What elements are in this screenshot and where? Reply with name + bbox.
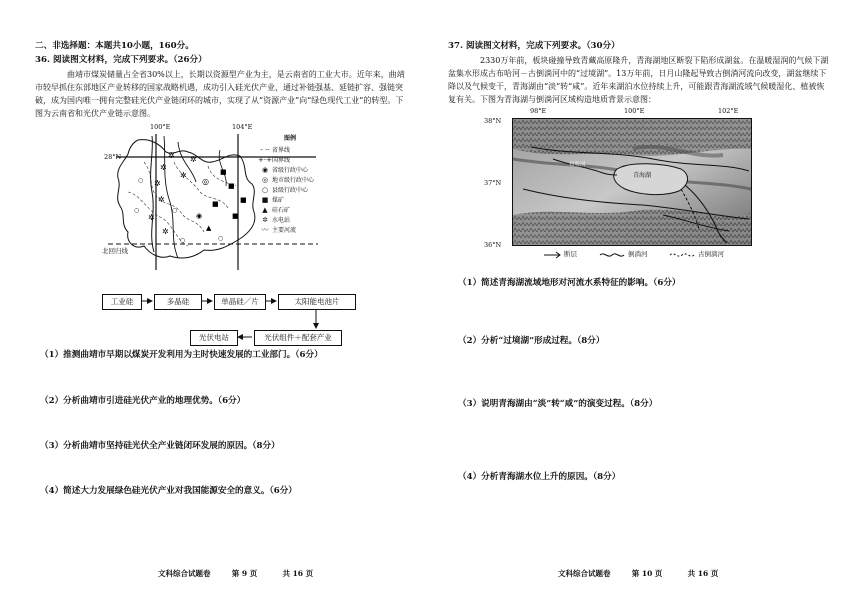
q37-sub-3: （3）说明青海湖由“淡”转“咸”的演变过程。（8分） (458, 399, 658, 409)
flow-box-pv-module: 光伏组件＋配套产业 (254, 330, 342, 346)
flow-box-monocrystal: 单晶硅／片 (214, 294, 266, 310)
qinghai-map-legend (544, 248, 764, 262)
relief-map-frame (512, 118, 752, 246)
legend-item: +·+国界线 (258, 156, 291, 164)
svg-text:✲: ✲ (168, 151, 175, 160)
svg-text:○: ○ (218, 235, 224, 242)
svg-text:■: ■ (240, 196, 247, 204)
river-label: 布哈河 (569, 162, 586, 168)
svg-text:■: ■ (232, 212, 239, 220)
lake-label: 青海湖 (633, 172, 652, 179)
legend-item: ■ 煤矿 (261, 196, 285, 204)
svg-text:■: ■ (220, 168, 227, 176)
svg-text:○: ○ (134, 207, 140, 214)
legend-symbols (544, 248, 764, 262)
q36-heading: 36. 阅读图文材料，完成下列要求。（26分） (35, 55, 207, 65)
map-lat-38: 38°N (484, 117, 502, 125)
svg-text:✲: ✲ (190, 155, 197, 164)
pv-industry-chain (96, 292, 376, 352)
section-title: 二、非选择题：本题共10小题，160分。 (35, 41, 194, 51)
q36-sub-3: （3）分析曲靖市坚持硅光伏全产业链闭环发展的原因。（8分） (40, 441, 280, 451)
svg-text:■: ■ (212, 200, 219, 208)
map-lat-28: 28°N (104, 153, 122, 161)
legend-item: ◎ 地市级行政中心 (261, 176, 315, 184)
map-legend (258, 136, 338, 246)
map-lon-98: 98°E (530, 107, 547, 115)
svg-text:▲: ▲ (206, 224, 212, 232)
legend-river: 倒淌河 (628, 250, 648, 258)
q37-sub-4: （4）分析青海湖水位上升的原因。（8分） (458, 472, 621, 482)
qinghai-map (484, 107, 770, 270)
map-lat-36: 36°N (484, 241, 502, 249)
flow-box-solar-cell: 太阳能电池片 (278, 294, 356, 310)
legend-item: ◉ 省级行政中心 (261, 166, 309, 174)
q37-paragraph: 2330万年前，板块碰撞导致青藏高原隆升，青海湖地区断裂下陷形成湖盆。在温暖湿润的气候下湖盆集水形成古布哈河－古倒淌河中的“过境湖”。13万年前，日月山隆起导致古倒淌河流向改变，湖盆继续下降以及气候变干，青海湖由“淡”转“咸”。近年来湖泊水位持续上升，可能跟青海湖流域气候暖湿化、植被恢复有关。下图为青海湖与倒淌河区域构造地质背景示意图： (448, 56, 829, 104)
flow-box-polysilicon: 多晶硅 (154, 294, 202, 310)
svg-text:✲: ✲ (154, 179, 161, 188)
flow-box-pv-station: 光伏电站 (190, 330, 238, 346)
relief-map-graphic (513, 119, 751, 245)
svg-text:✲: ✲ (162, 227, 169, 236)
footer-exam-name: 文科综合试题卷 (558, 569, 611, 578)
legend-item: 〰 主要河流 (261, 226, 297, 234)
svg-text:✲: ✲ (148, 213, 155, 222)
legend-item: ▲ 硅石矿 (262, 206, 291, 214)
q37-sub-2: （2）分析“过境湖”形成过程。（8分） (458, 336, 605, 346)
footer-total: 共 16 页 (687, 569, 719, 578)
legend-fault: 断层 (564, 250, 577, 258)
q36-sub-2: （2）分析曲靖市引进硅光伏产业的地理优势。（6分） (40, 396, 246, 406)
svg-text:✲: ✲ (158, 195, 165, 204)
q36-sub-4: （4）简述大力发展绿色硅光伏产业对我国能源安全的意义。（6分） (40, 486, 297, 496)
svg-text:✲: ✲ (160, 163, 167, 172)
q37-sub-1: （1）简述青海湖流域地形对河流水系特征的影响。（6分） (458, 278, 681, 288)
legend-item: - ·- 省界线 (260, 146, 291, 154)
svg-text:◉: ◉ (196, 212, 203, 220)
legend-title: 图例 (284, 135, 297, 142)
q36-paragraph: 曲靖市煤炭储量占全省30%以上，长期以资源型产业为主，是云南省的工业大市。近年来，曲靖市较早抓住东部地区产业转移的国家战略机遇，成功引入硅光伏产业，通过补链强基、延链扩容、强链突破，成为国内唯一拥有完整硅光伏产业链闭环的城市，实现了从“资源产业”向“绿色现代工业”的转型。下图为云南省和光伏产业链示意图。 (35, 70, 405, 118)
map-lon-100: 100°E (624, 107, 645, 115)
footer-page: 第 9 页 (231, 569, 258, 578)
svg-text:✲: ✲ (180, 171, 187, 180)
map-lon-102: 102°E (718, 107, 739, 115)
footer-page: 第 10 页 (631, 569, 663, 578)
q36-sub-1: （1）推测曲靖市早期以煤炭开发利用为主时快速发展的工业部门。（6分） (40, 350, 323, 360)
svg-text:■: ■ (228, 182, 235, 190)
flow-box-industrial-silicon: 工业硅 (102, 294, 142, 310)
left-footer (158, 568, 313, 579)
svg-text:◎: ◎ (202, 177, 209, 186)
legend-item: ✲ 水电站 (262, 216, 291, 224)
footer-total: 共 16 页 (282, 569, 314, 578)
legend-item: ○ 县级行政中心 (261, 186, 309, 194)
q37-heading: 37. 阅读图文材料，完成下列要求。（30分） (448, 41, 620, 51)
map-lon-104: 104°E (232, 123, 253, 131)
map-lat-37: 37°N (484, 179, 502, 187)
right-footer (558, 568, 718, 579)
map-tropic-label: 北回归线 (102, 247, 128, 255)
svg-text:○: ○ (180, 237, 186, 244)
footer-exam-name: 文科综合试题卷 (158, 569, 211, 578)
svg-text:○: ○ (172, 207, 178, 214)
map-lon-100: 100°E (150, 123, 171, 131)
svg-text:○: ○ (138, 177, 144, 184)
yunnan-map (102, 122, 348, 272)
legend-old-river: 古倒淌河 (698, 250, 724, 258)
